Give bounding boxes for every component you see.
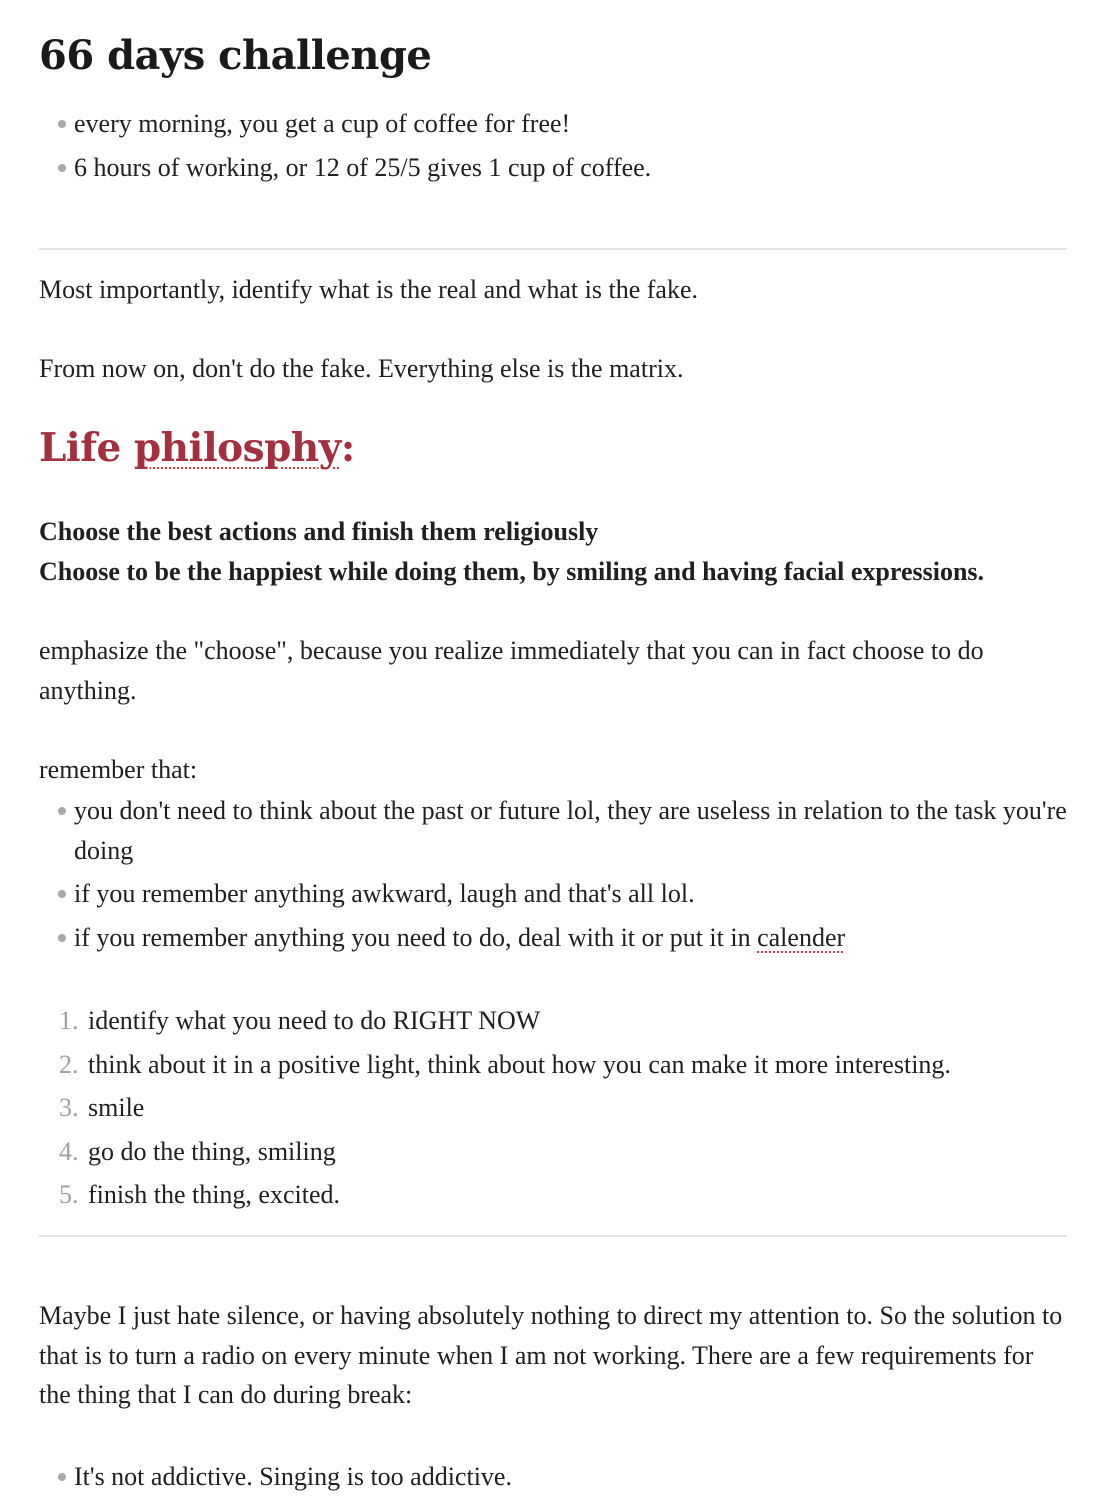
section-heading: Life philosphy: [39,425,355,471]
remember-label: remember that: [39,755,198,784]
list-item: 5. finish the thing, excited. [39,1175,1067,1215]
list-item: every morning, you get a cup of coffee for free! [39,104,1067,144]
bullet-icon [58,807,66,815]
list-item: 6 hours of working, or 12 of 25/5 gives 1 cup of coffee. [39,148,1067,188]
paragraph-silence: Maybe I just hate silence, or having absolutely nothing to direct my attention to. So the solution to that is to turn a radio on every minute when I am not working. There are a few requirements for the thing that I can do during break: [39,1301,1063,1409]
list-item: if you remember anything awkward, laugh and that's all lol. [39,874,1067,914]
bullet-icon [58,164,66,172]
paragraph-emphasize: emphasize the "choose", because you realize immediately that you can in fact choose to do anything. [39,636,984,705]
bullet-icon [58,120,66,128]
horizontal-divider [39,248,1067,250]
remember-bullet-list [39,791,1067,961]
list-item: 4. go do the thing, smiling [39,1132,1067,1172]
intro-bullet-list [39,104,1067,191]
list-item: 3. smile [39,1088,1067,1128]
spellcheck-underline[interactable]: philosphy [133,425,341,471]
bold-line-actions: Choose the best actions and finish them religiously [39,517,599,546]
list-item: 1. identify what you need to do RIGHT NOW [39,1001,1067,1041]
list-number: 4. [59,1136,79,1166]
list-item: 2. think about it in a positive light, think about how you can make it more interesting. [39,1045,1067,1085]
list-number: 3. [59,1093,79,1122]
paragraph-real-fake: Most importantly, identify what is the real and what is the fake. [39,275,698,304]
list-number: 2. [59,1049,79,1079]
bullet-icon [58,890,66,898]
horizontal-divider [39,1235,1067,1237]
list-number: 5. [59,1180,79,1209]
bullet-icon [58,934,66,942]
steps-numbered-list [39,1001,1067,1219]
paragraph-matrix: From now on, don't do the fake. Everything else is the matrix. [39,354,684,383]
bold-line-happiest: Choose to be the happiest while doing them, by smiling and having facial expressions. [39,557,985,586]
list-item: you don't need to think about the past or future lol, they are useless in relation to the task you're doing [39,791,1067,870]
page-title: 66 days challenge [39,32,432,79]
list-item: It's not addictive. Singing is too addictive. [39,1457,1067,1497]
list-item: if you remember anything you need to do, deal with it or put it in calender [39,918,1067,958]
list-number: 1. [59,1006,79,1035]
bullet-icon [58,1473,66,1481]
spellcheck-underline[interactable]: calender [757,922,846,952]
break-bullet-list [39,1457,1067,1501]
